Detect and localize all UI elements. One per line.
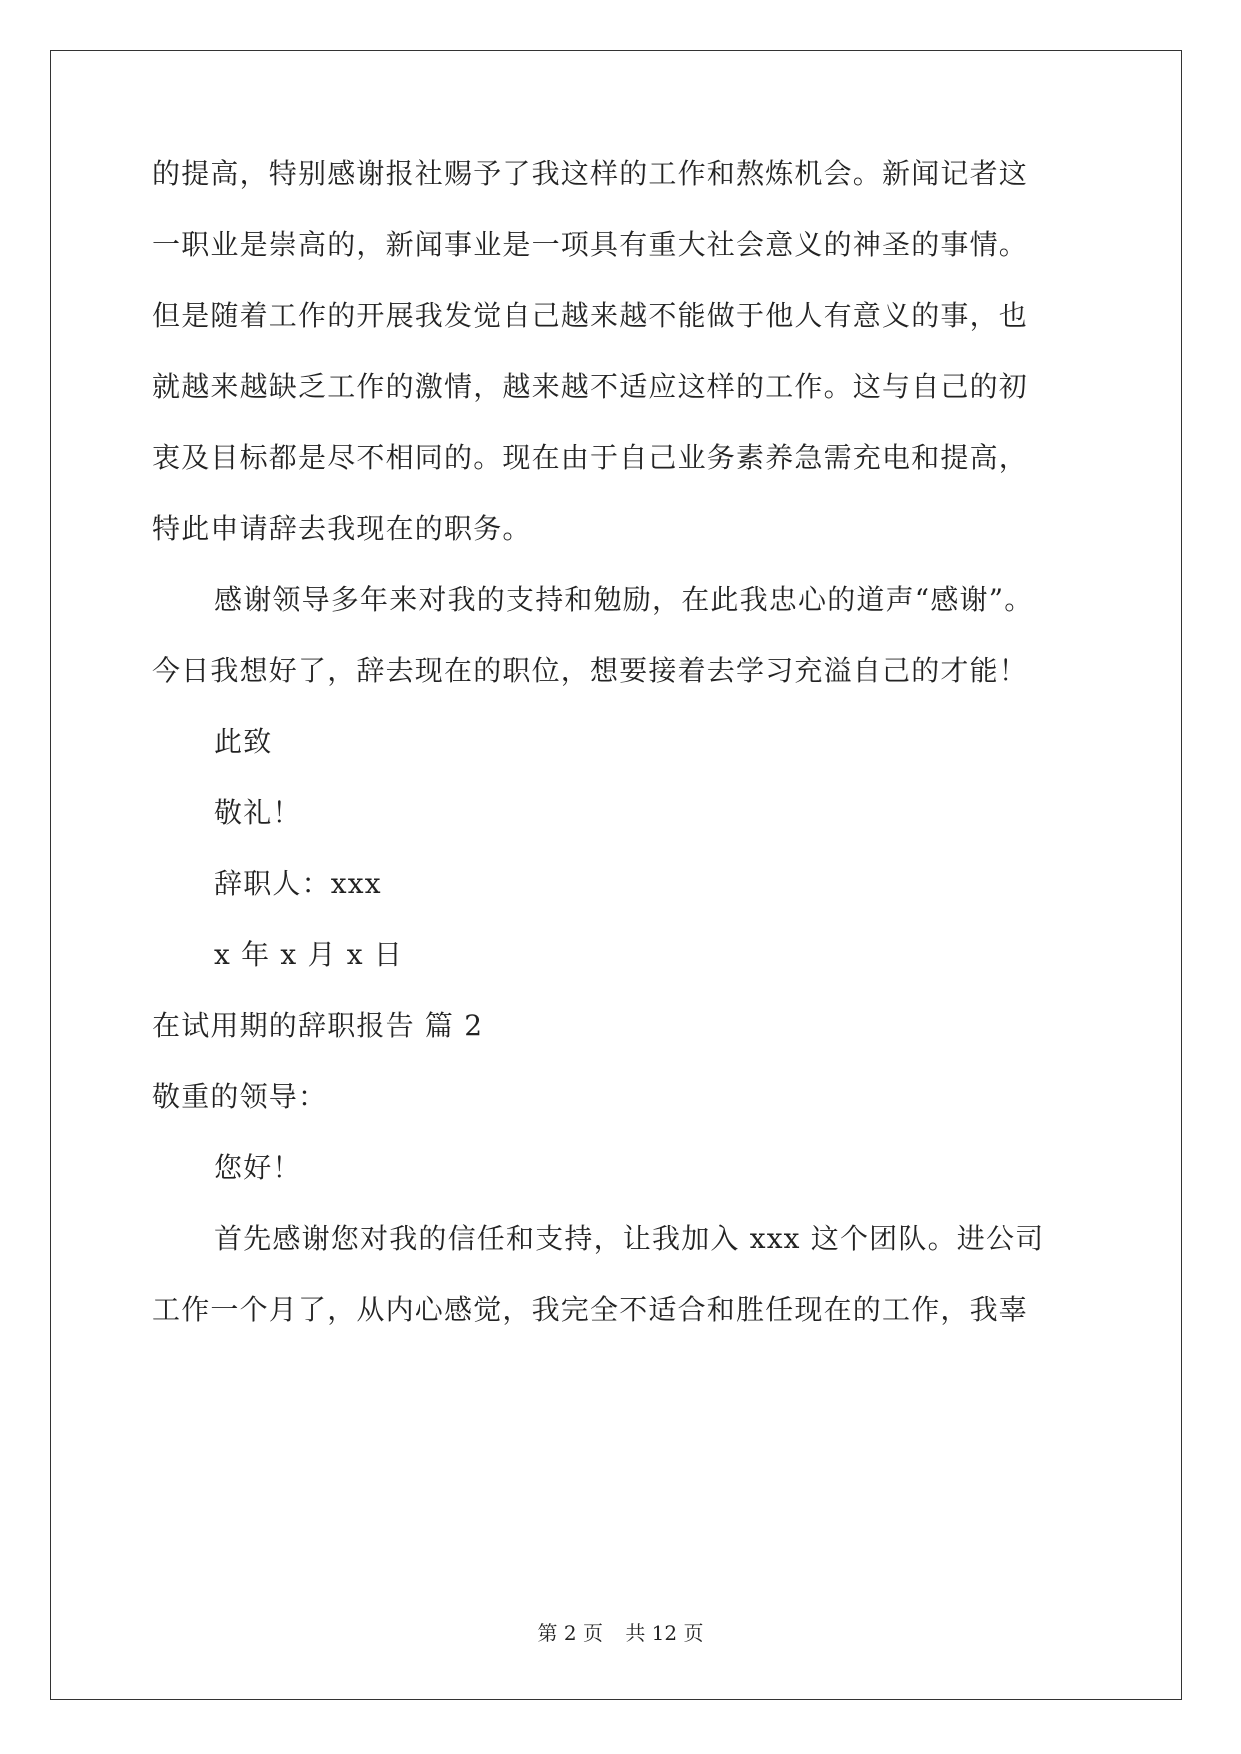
page-total: 共 12 页: [625, 1621, 704, 1645]
body-line: 工作一个月了，从内心感觉，我完全不适合和胜任现在的工作，我辜: [152, 1293, 1029, 1326]
closing-regards: 敬礼！: [214, 796, 302, 829]
date-line: x 年 x 月 x 日: [214, 938, 404, 971]
closing-salutation: 此致: [214, 725, 273, 758]
signature-line: 辞职人：xxx: [214, 867, 382, 900]
body-line: 感谢领导多年来对我的支持和勉励，在此我忠心的道声“感谢”。: [214, 583, 1034, 616]
body-line: 今日我想好了，辞去现在的职位，想要接着去学习充溢自己的才能！: [152, 654, 1029, 687]
body-line: 特此申请辞去我现在的职务。: [152, 512, 532, 545]
body-line: 就越来越缺乏工作的激情，越来越不适应这样的工作。这与自己的初: [152, 370, 1029, 403]
page-number: 第 2 页: [537, 1621, 603, 1645]
page-footer: [0, 1620, 1241, 1646]
body-line: 的提高，特别感谢报社赐予了我这样的工作和熬炼机会。新闻记者这: [152, 157, 1029, 190]
body-line: 但是随着工作的开展我发觉自己越来越不能做于他人有意义的事，也: [152, 299, 1029, 332]
section-heading: 在试用期的辞职报告 篇 2: [152, 1009, 484, 1042]
greeting-line: 敬重的领导：: [152, 1080, 328, 1113]
body-line: 首先感谢您对我的信任和支持，让我加入 xxx 这个团队。进公司: [214, 1222, 1045, 1255]
greeting-hello: 您好！: [214, 1151, 302, 1184]
body-line: 一职业是崇高的，新闻事业是一项具有重大社会意义的神圣的事情。: [152, 228, 1029, 261]
body-line: 衷及目标都是尽不相同的。现在由于自己业务素养急需充电和提高，: [152, 441, 1029, 474]
